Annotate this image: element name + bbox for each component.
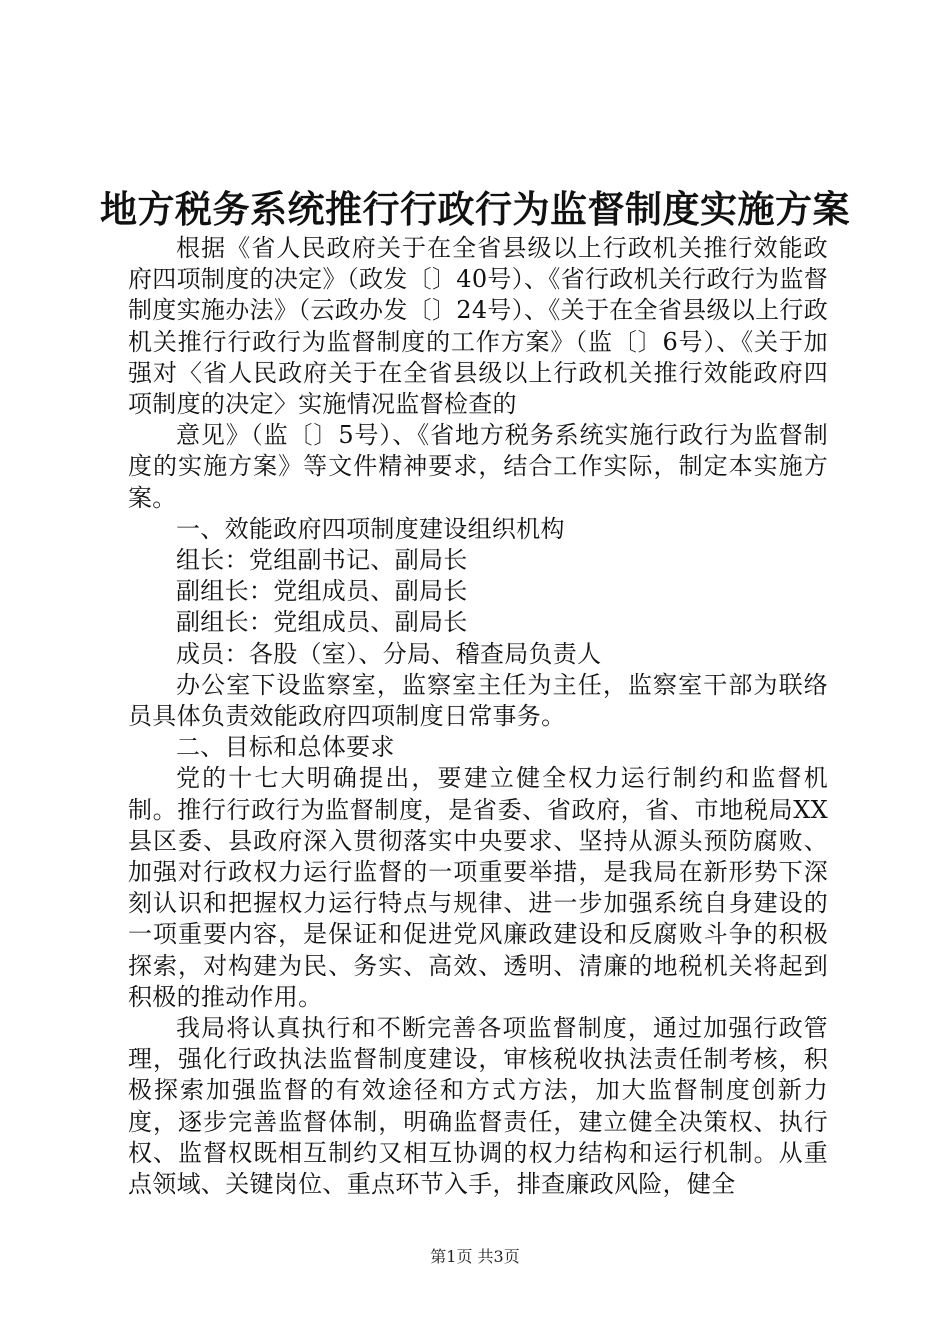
- paragraph-4: 党的十七大明确提出，要建立健全权力运行制约和监督机制。推行行政行为监督制度，是省委、省政府，省、市地税局XX县区委、县政府深入贯彻落实中央要求、坚持从源头预防腐败、加强对行政权力运行监督的一项重要举措，是我局在新形势下深刻认识和把握权力运行特点与规律、进一步加强系统自身建设的一项重要内容，是保证和促进党风廉政建设和反腐败斗争的积极探索，对构建为民、务实、高效、透明、清廉的地税机关将起到积极的推动作用。: [128, 764, 828, 1011]
- paragraph-2: 意见》（监〔〕5号）、《省地方税务系统实施行政行为监督制度的实施方案》等文件精神要求，结合工作实际，制定本实施方案。: [128, 421, 828, 512]
- list-item: 成员：各股（室）、分局、稽查局负责人: [176, 639, 602, 668]
- section-heading-1: 一、效能政府四项制度建设组织机构: [176, 514, 565, 543]
- document-body: [128, 233, 828, 1200]
- list-item: 组长：党组副书记、副局长: [176, 546, 468, 575]
- list-item: 副组长：党组成员、副局长: [176, 608, 468, 637]
- paragraph-5: 我局将认真执行和不断完善各项监督制度，通过加强行政管理，强化行政执法监督制度建设，审核税收执法责任制考核，积极探索加强监督的有效途径和方式方法，加大监督制度创新力度，逐步完善监督体制，明确监督责任，建立健全决策权、执行权、监督权既相互制约又相互协调的权力结构和运行机制。从重点领域、关键岗位、重点环节入手，排查廉政风险，健全: [128, 1014, 828, 1199]
- paragraph-1: 根据《省人民政府关于在全省县级以上行政机关推行效能政府四项制度的决定》（政发〔〕40号）、《省行政机关行政行为监督制度实施办法》（云政办发〔〕24号）、《关于在全省县级以上行政机关推行行政行为监督制度的工作方案》（监〔〕6号）、《关于加强对〈省人民政府关于在全省县级以上行政机关推行效能政府四项制度的决定〉实施情况监督检查的: [128, 234, 828, 419]
- section-heading-2: 二、目标和总体要求: [176, 733, 395, 762]
- paragraph-3: 办公室下设监察室，监察室主任为主任，监察室干部为联络员具体负责效能政府四项制度日常事务。: [128, 670, 828, 731]
- list-item: 副组长：党组成员、副局长: [176, 577, 468, 606]
- page-number: 第1页 共3页: [430, 1247, 520, 1266]
- document-title: 地方税务系统推行行政行为监督制度实施方案: [100, 188, 850, 231]
